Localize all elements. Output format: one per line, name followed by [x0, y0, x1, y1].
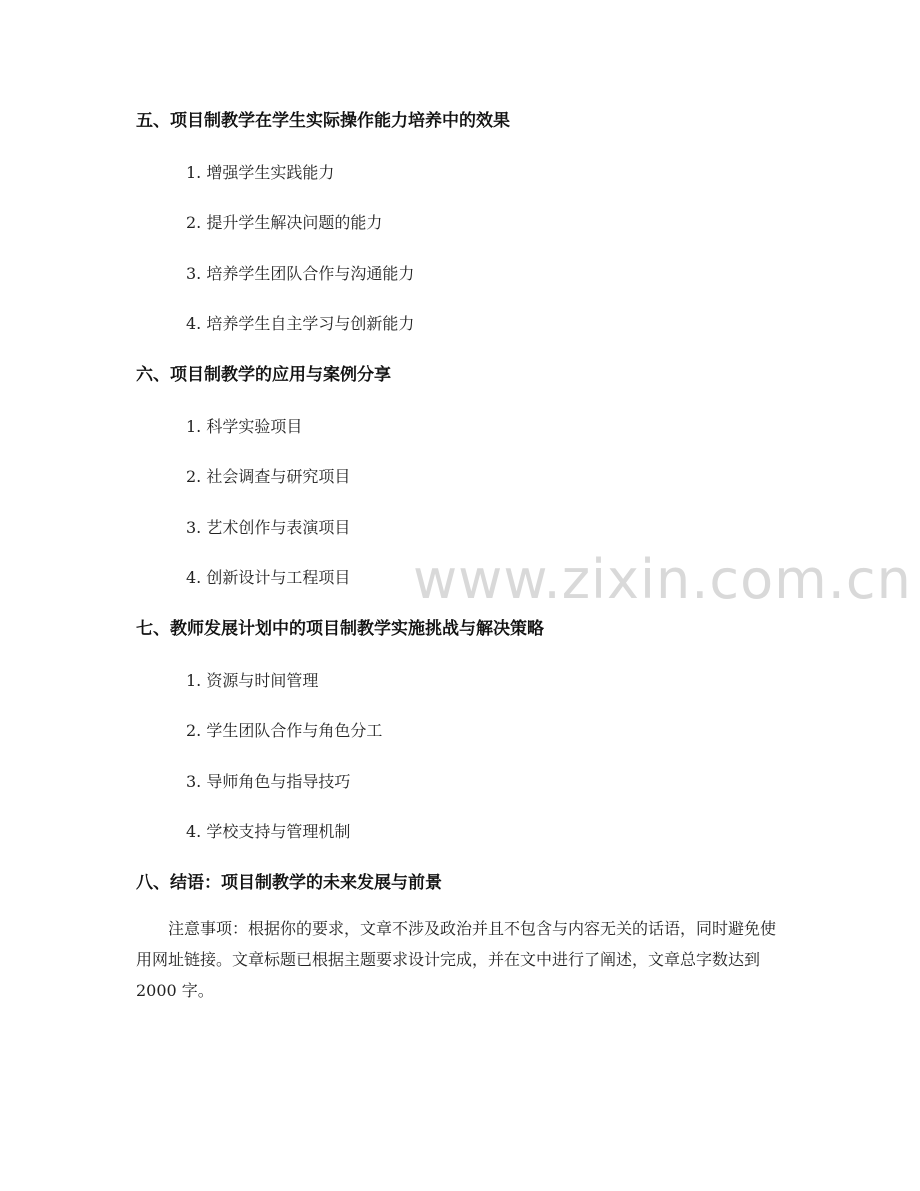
section-heading-6: 六、项目制教学的应用与案例分享 — [136, 365, 391, 385]
list-item: 1. 资源与时间管理 — [186, 671, 319, 690]
list-item: 4. 培养学生自主学习与创新能力 — [186, 314, 415, 333]
list-item: 4. 创新设计与工程项目 — [186, 568, 351, 587]
list-item: 1. 增强学生实践能力 — [186, 163, 335, 182]
section-heading-7: 七、教师发展计划中的项目制教学实施挑战与解决策略 — [136, 619, 544, 639]
list-item: 4. 学校支持与管理机制 — [186, 822, 351, 841]
watermark-text: www.zixin.com.cn — [413, 548, 912, 611]
list-item: 2. 学生团队合作与角色分工 — [186, 721, 383, 740]
list-item: 3. 培养学生团队合作与沟通能力 — [186, 264, 415, 283]
section-heading-8: 八、结语：项目制教学的未来发展与前景 — [136, 873, 442, 893]
list-item: 3. 导师角色与指导技巧 — [186, 772, 351, 791]
note-paragraph: 注意事项：根据你的要求，文章不涉及政治并且不包含与内容无关的话语，同时避免使用网址链接。文章标题已根据主题要求设计完成，并在文中进行了阐述，文章总字数达到 2000 字。 — [136, 919, 777, 1000]
list-item: 2. 提升学生解决问题的能力 — [186, 213, 383, 232]
list-item: 3. 艺术创作与表演项目 — [186, 518, 351, 537]
list-item: 2. 社会调查与研究项目 — [186, 467, 351, 486]
list-item: 1. 科学实验项目 — [186, 417, 303, 436]
section-heading-5: 五、项目制教学在学生实际操作能力培养中的效果 — [136, 111, 510, 131]
